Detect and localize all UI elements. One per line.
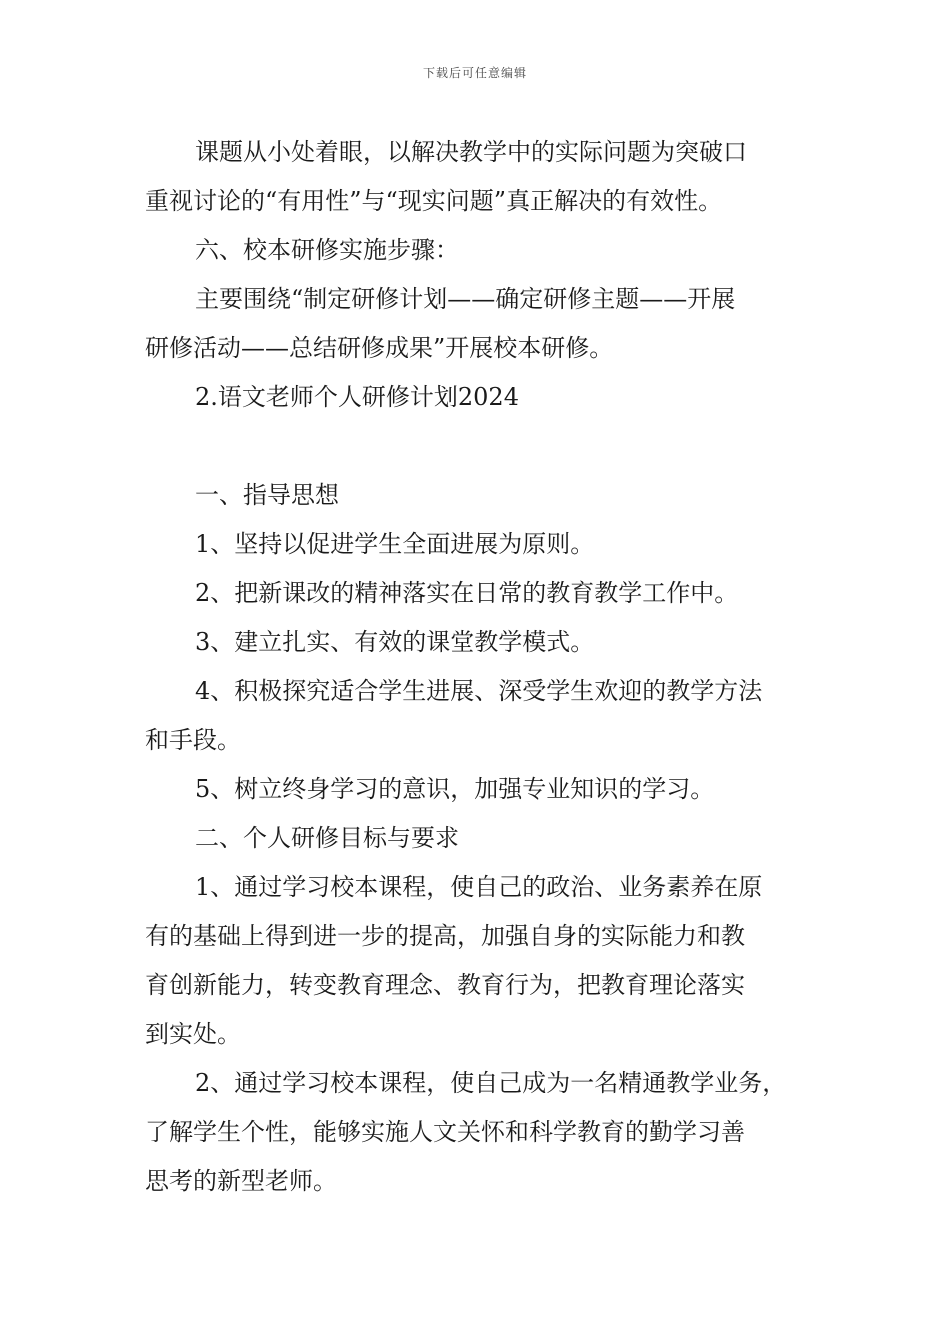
text-line: 了解学生个性，能够实施人文关怀和科学教育的勤学习善 bbox=[145, 1118, 745, 1146]
text-line: 2.语文老师个人研修计划2024 bbox=[195, 383, 519, 411]
text-line: 1、通过学习校本课程，使自己的政治、业务素养在原 bbox=[195, 873, 763, 901]
section-heading bbox=[145, 471, 815, 520]
text-line: 2、把新课改的精神落实在日常的教育教学工作中。 bbox=[195, 579, 739, 607]
section-heading bbox=[145, 226, 815, 275]
section-heading bbox=[145, 814, 815, 863]
text-line: 课题从小处着眼，以解决教学中的实际问题为突破口 bbox=[195, 138, 747, 166]
paragraph bbox=[145, 275, 815, 373]
text-line: 育创新能力，转变教育理念、教育行为，把教育理论落实 bbox=[145, 971, 745, 999]
text-line: 二、个人研修目标与要求 bbox=[195, 824, 459, 852]
list-item bbox=[145, 618, 815, 667]
text-line: 思考的新型老师。 bbox=[145, 1167, 337, 1195]
text-line: 研修活动——总结研修成果”开展校本研修。 bbox=[145, 334, 614, 362]
text-line: 有的基础上得到进一步的提高，加强自身的实际能力和教 bbox=[145, 922, 745, 950]
text-line: 到实处。 bbox=[145, 1020, 241, 1048]
list-item bbox=[145, 520, 815, 569]
list-item bbox=[145, 863, 815, 1059]
text-line: 和手段。 bbox=[145, 726, 241, 754]
paragraph bbox=[145, 128, 815, 226]
list-item bbox=[145, 667, 815, 765]
text-line: 重视讨论的“有用性”与“现实问题”真正解决的有效性。 bbox=[145, 187, 723, 215]
text-line: 5、树立终身学习的意识，加强专业知识的学习。 bbox=[195, 775, 715, 803]
page-header: 下载后可任意编辑 bbox=[422, 66, 527, 80]
text-line: 3、建立扎实、有效的课堂教学模式。 bbox=[195, 628, 595, 656]
text-line: 六、校本研修实施步骤： bbox=[195, 236, 459, 264]
list-item bbox=[145, 1059, 815, 1206]
text-line: 1、坚持以促进学生全面进展为原则。 bbox=[195, 530, 595, 558]
text-line: 4、积极探究适合学生进展、深受学生欢迎的教学方法 bbox=[195, 677, 763, 705]
document-body bbox=[145, 128, 815, 1206]
list-item bbox=[145, 765, 815, 814]
text-line: 2、通过学习校本课程，使自己成为一名精通教学业务， bbox=[195, 1069, 787, 1097]
document-title bbox=[145, 373, 815, 422]
text-line: 一、指导思想 bbox=[195, 481, 339, 509]
list-item bbox=[145, 569, 815, 618]
blank-line bbox=[145, 422, 815, 471]
text-line: 主要围绕“制定研修计划——确定研修主题——开展 bbox=[195, 285, 736, 313]
